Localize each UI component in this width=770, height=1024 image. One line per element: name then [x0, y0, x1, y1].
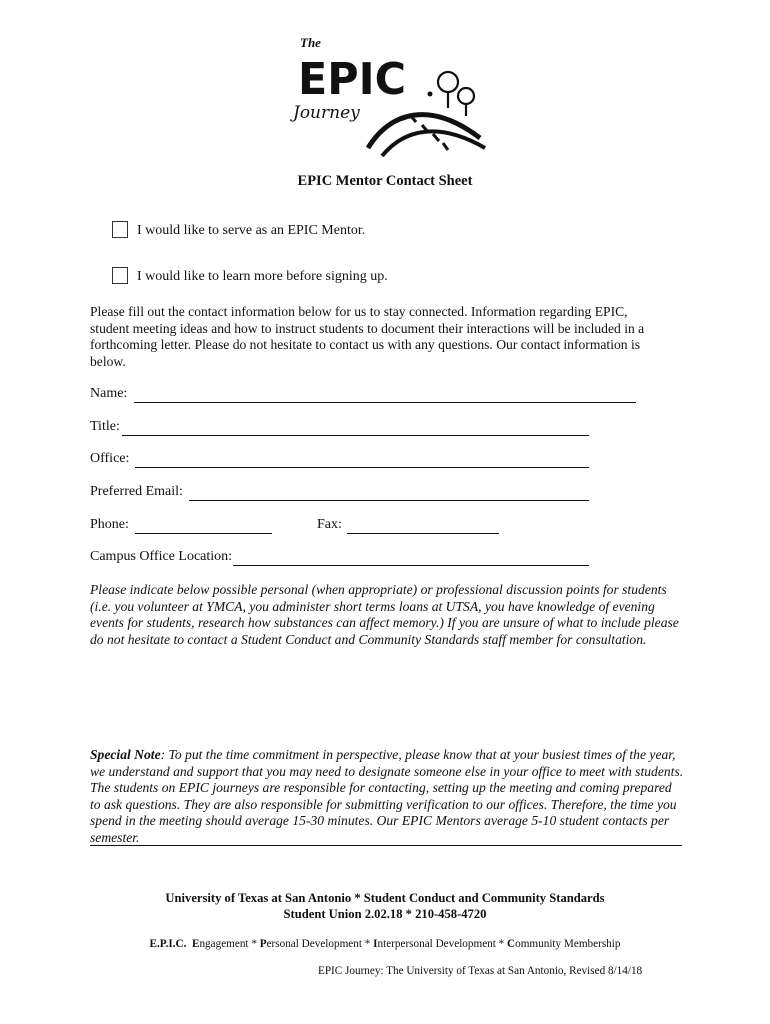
campus-location-line[interactable]: [233, 565, 589, 566]
logo-tree-icon: [458, 88, 474, 104]
name-line[interactable]: [134, 402, 636, 403]
option-learn-more-label: I would like to learn more before signing up.: [137, 269, 388, 284]
intro-paragraph: Please fill out the contact information below for us to stay connected. Information regarding EPIC, student meeting ideas and how to instruct students to document their interactions will be included in a forthcoming letter. Please do not hesitate to contact us with any questions. Our contact information is below.: [90, 304, 645, 369]
fax-field[interactable]: [317, 517, 502, 535]
tagline-part: ersonal Development *: [266, 938, 374, 950]
campus-location-label: Campus Office Location:: [90, 549, 233, 564]
special-note-label: Special Note: [90, 747, 161, 762]
special-note: [90, 747, 685, 846]
checkbox-serve-mentor[interactable]: [112, 221, 128, 238]
epic-journey-logo: [290, 30, 490, 160]
footer-university-line: University of Texas at San Antonio * Student Conduct and Community Standards: [165, 891, 605, 905]
tagline-part: ommunity Membership: [515, 938, 621, 950]
fax-line[interactable]: [347, 533, 499, 534]
logo-tree-icon: [438, 72, 458, 92]
phone-line[interactable]: [135, 533, 272, 534]
logo-journey-text: Journey: [293, 103, 360, 123]
email-line[interactable]: [189, 500, 589, 501]
title-label: Title:: [90, 419, 120, 434]
tagline-part: nterpersonal Development *: [377, 938, 508, 950]
phone-field[interactable]: [90, 517, 280, 535]
tagline-part: E.P.I.C.: [149, 938, 187, 950]
title-field[interactable]: [90, 419, 590, 437]
logo-epic-text: EPIC: [298, 54, 406, 105]
campus-location-field[interactable]: [90, 549, 590, 567]
email-label: Preferred Email:: [90, 484, 183, 499]
title-line[interactable]: [122, 435, 589, 436]
phone-label: Phone:: [90, 517, 129, 532]
page-title: EPIC Mentor Contact Sheet: [297, 173, 473, 189]
checkbox-learn-more[interactable]: [112, 267, 128, 284]
option-learn-more[interactable]: [112, 268, 388, 286]
divider: [90, 845, 682, 846]
footer-address-line: Student Union 2.02.18 * 210-458-4720: [283, 907, 487, 921]
office-line[interactable]: [135, 467, 589, 468]
tagline-part: P: [259, 938, 267, 950]
tagline-part: ngagement *: [199, 938, 260, 950]
footer-tagline: [0, 938, 770, 950]
name-field[interactable]: [90, 386, 636, 404]
special-note-text: : To put the time commitment in perspective, please know that at your busiest times of the year, we understand and support that you may need to designate someone else in your office to meet with students. The students on EPIC journeys are responsible for contacting, setting up the meeting and coming prepared to ask questions. They are also responsible for submitting verification to our offices. Therefore, the time you spend in the meeting should average 15-30 minutes. Our EPIC Mentors average 5-10 student contacts per semester.: [90, 747, 684, 845]
discussion-instructions: Please indicate below possible personal (when appropriate) or professional discussion points for students (i.e. you volunteer at YMCA, you administer short terms loans at UTSA, you have knowledge of evening events for students, research how substances can affect memory.) If you are unsure of what to include please do not hesitate to contact a Student Conduct and Community Standards staff member for consultation.: [90, 582, 679, 647]
logo-the-text: The: [300, 35, 321, 50]
tagline-part: I: [373, 938, 378, 950]
option-serve-mentor[interactable]: [112, 222, 365, 240]
tagline-part: C: [507, 938, 516, 950]
office-label: Office:: [90, 451, 130, 466]
name-label: Name:: [90, 386, 128, 401]
revision-note: EPIC Journey: The University of Texas at San Antonio, Revised 8/14/18: [318, 965, 643, 977]
fax-label: Fax:: [317, 517, 342, 532]
option-serve-mentor-label: I would like to serve as an EPIC Mentor.: [137, 223, 366, 238]
email-field[interactable]: [90, 484, 590, 502]
tagline-part: E: [191, 938, 200, 950]
office-field[interactable]: [90, 451, 590, 469]
